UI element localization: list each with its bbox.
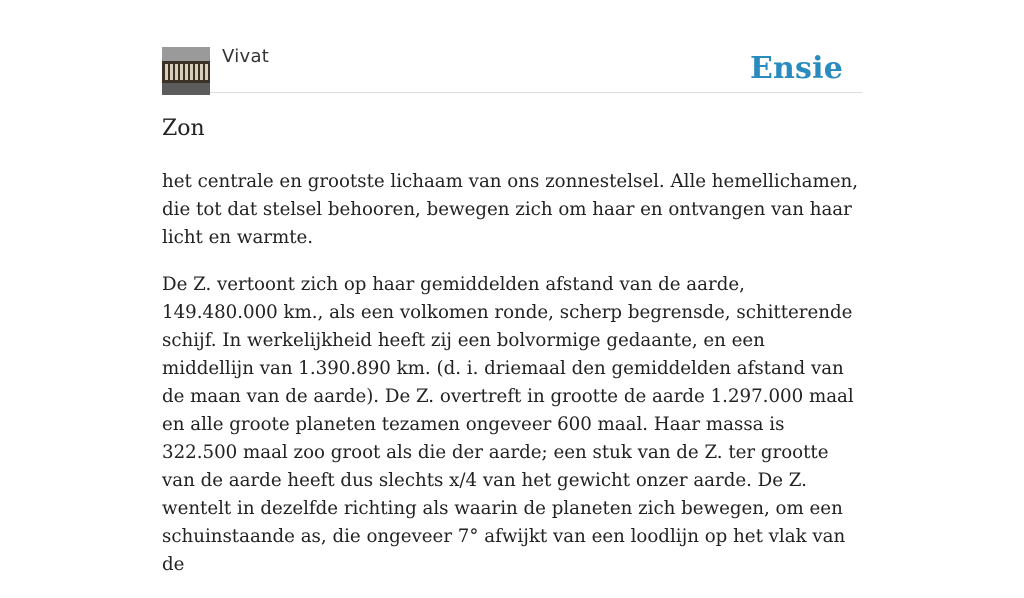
page-header bbox=[162, 0, 862, 93]
source-name[interactable]: Vivat bbox=[222, 46, 270, 67]
avatar[interactable] bbox=[162, 47, 210, 95]
page-container bbox=[162, 0, 862, 575]
article-body bbox=[162, 168, 862, 598]
library-shelf-icon bbox=[162, 47, 210, 95]
brand-logo[interactable]: Ensie bbox=[749, 51, 843, 86]
page-title: Zon bbox=[162, 116, 205, 141]
article-paragraph: De Z. vertoont zich op haar gemiddelden afstand van de aarde, 149.480.000 km., als een volkomen ronde, scherp begrensde, schitterende schijf. In werkelijkheid heeft zij een bolvormige gedaante, en een middellijn van 1.390.890 km. (d. i. driemaal den gemiddelden afstand van de maan van de aarde). De Z. overtreft in grootte de aarde 1.297.000 maal en alle groote planeten tezamen ongeveer 600 maal. Haar massa is 322.500 maal zoo groot als die der aarde; een stuk van de Z. ter grootte van de aarde heeft dus slechts x/4 van het gewicht onzer aarde. De Z. wentelt in dezelfde richting als waarin de planeten zich bewegen, om een schuinstaande as, die ongeveer 7° afwijkt van een loodlijn op het vlak van de bbox=[162, 274, 854, 575]
article-paragraph: het centrale en grootste lichaam van ons zonnestelsel. Alle hemellichamen, die tot dat stelsel behooren, bewegen zich om haar en ontvangen van haar licht en warmte. bbox=[162, 171, 858, 248]
